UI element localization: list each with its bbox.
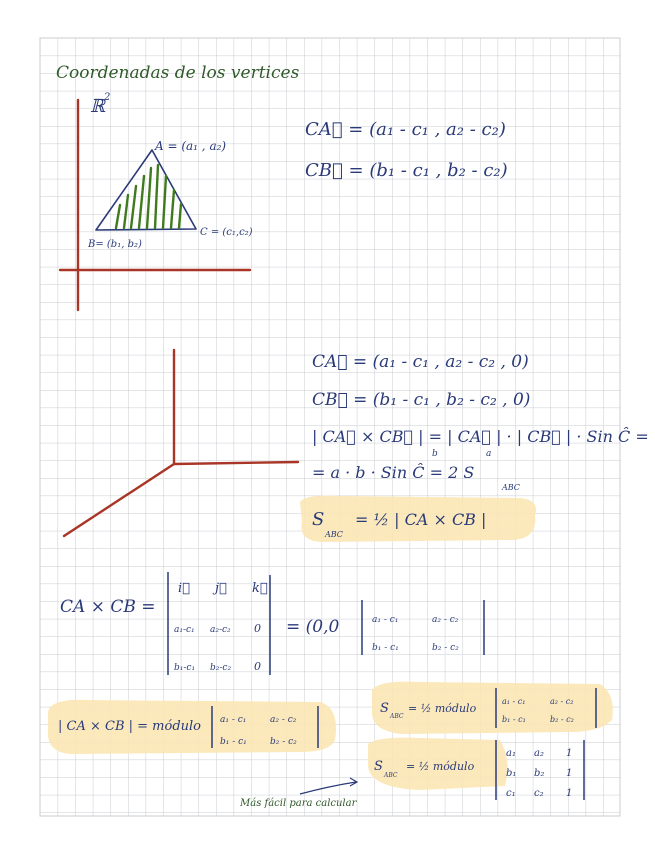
s-abc-2-matrix-cell: a₁ xyxy=(506,748,516,759)
vertex-b-label: B= (b₁, b₂) xyxy=(88,239,142,250)
eq-3d-cb: CB⃗ = (b₁ - c₁ , b₂ - c₂ , 0) xyxy=(312,390,531,410)
eq-2d-ca: CA⃗ = (a₁ - c₁ , a₂ - c₂) xyxy=(305,119,506,140)
matrix3-cell: i⃗ xyxy=(178,581,190,596)
vertex-a-label: A = (a₁ , a₂) xyxy=(155,139,227,153)
modulo-matrix-cell: a₁ - c₁ xyxy=(220,715,247,725)
s-abc-2-matrix-cell: a₂ xyxy=(534,748,544,759)
s-abc-2-sub: ABC xyxy=(384,772,398,779)
eq-3d-cross-norm: | CA⃗ × CB⃗ | = | CA⃗ | · | CB⃗ | · Sin Ĉ = xyxy=(312,427,649,446)
s-abc-2-s: S xyxy=(374,759,383,774)
s-abc-1-matrix-cell: b₁ - c₁ xyxy=(502,715,526,724)
s-abc-1-matrix-cell: a₂ - c₂ xyxy=(550,697,574,706)
matrix3-cell: 0 xyxy=(254,622,261,635)
s-abc-2-rest: = ½ módulo xyxy=(406,760,475,773)
eq-3d-under-b: b xyxy=(432,449,438,459)
plane-label: ℝ xyxy=(90,96,105,117)
modulo-matrix-cell: a₂ - c₂ xyxy=(270,715,297,725)
eq-2d-cb: CB⃗ = (b₁ - c₁ , b₂ - c₂) xyxy=(305,160,508,181)
s-abc-1-matrix-cell: a₁ - c₁ xyxy=(502,697,526,706)
area-formula-rest: = ½ | CA × CB | xyxy=(355,510,487,529)
s-abc-1-rest: = ½ módulo xyxy=(408,702,477,715)
matrix2-cell: b₁ - c₁ xyxy=(372,643,399,653)
page-title: Coordenadas de los vertices xyxy=(56,63,300,83)
eq-3d-sin-line: = a · b · Sin Ĉ = 2 S xyxy=(312,463,475,482)
s-abc-2-matrix-cell: c₁ xyxy=(506,788,516,799)
s-abc-2-matrix-cell: b₂ xyxy=(534,768,545,779)
s-abc-1-s: S xyxy=(380,701,389,716)
cross-lhs: CA × CB = xyxy=(60,597,156,617)
s-abc-1-sub: ABC xyxy=(390,713,404,720)
matrix2-cell: a₁ - c₁ xyxy=(372,615,399,625)
eq-3d-sin-sub: ABC xyxy=(502,483,520,492)
plane-exponent: 2 xyxy=(104,92,111,103)
footer-note: Más fácil para calcular xyxy=(240,798,357,809)
modulo-matrix-cell: b₂ - c₂ xyxy=(270,737,297,747)
matrix3-cell: a₁-c₁ xyxy=(174,625,195,635)
modulo-lhs: | CA × CB | = módulo xyxy=(58,719,202,734)
cross-equals: = (0,0 xyxy=(286,617,340,637)
matrix3-cell: a₂-c₂ xyxy=(210,625,231,635)
eq-3d-ca: CA⃗ = (a₁ - c₁ , a₂ - c₂ , 0) xyxy=(312,352,529,372)
s-abc-2-matrix-cell: 1 xyxy=(566,748,573,759)
s-abc-1-matrix-cell: b₂ - c₂ xyxy=(550,715,574,724)
matrix2-cell: b₂ - c₂ xyxy=(432,643,459,653)
area-formula-sub: ABC xyxy=(325,530,343,539)
area-formula-s: S xyxy=(312,509,325,530)
eq-3d-under-a: a xyxy=(486,449,492,459)
s-abc-2-matrix-cell: 1 xyxy=(566,768,573,779)
matrix3-cell: b₁-c₁ xyxy=(174,663,196,673)
modulo-matrix-cell: b₁ - c₁ xyxy=(220,737,247,747)
matrix3-cell: j⃗ xyxy=(215,581,227,596)
matrix3-cell: 0 xyxy=(254,660,261,673)
matrix3-cell: k⃗ xyxy=(252,581,268,596)
vertex-c-label: C = (c₁,c₂) xyxy=(200,227,253,238)
s-abc-2-matrix-cell: b₁ xyxy=(506,768,517,779)
matrix2-cell: a₂ - c₂ xyxy=(432,615,459,625)
s-abc-2-matrix-cell: c₂ xyxy=(534,788,544,799)
matrix3-cell: b₂-c₂ xyxy=(210,663,232,673)
s-abc-2-matrix-cell: 1 xyxy=(566,788,573,799)
